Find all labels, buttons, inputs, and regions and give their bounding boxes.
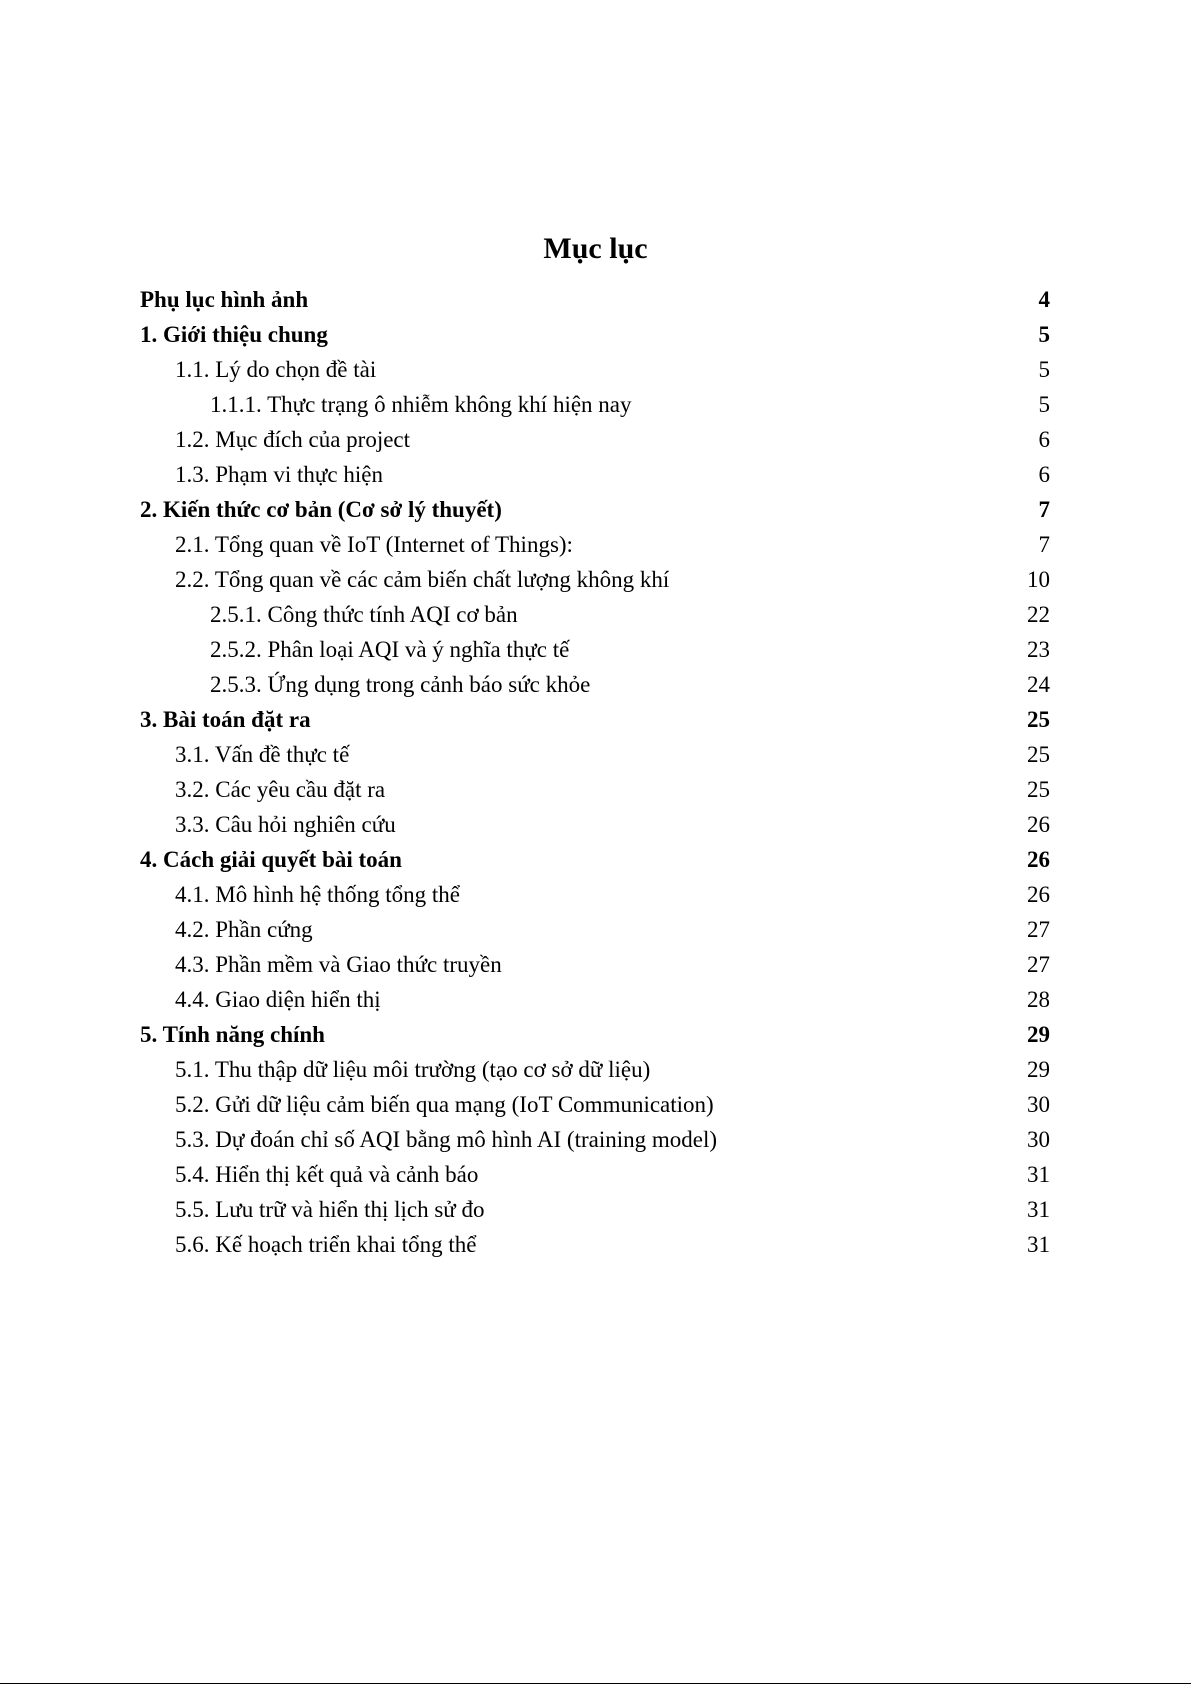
toc-entry-page-number: 31 <box>1027 1232 1050 1257</box>
toc-entry-label: 3.2. Các yêu cầu đặt ra <box>175 777 386 802</box>
toc-entry[interactable] <box>140 702 1050 737</box>
toc-entry-label: 5.2. Gửi dữ liệu cảm biến qua mạng (IoT Communication) <box>175 1092 714 1117</box>
toc-entry-label: 2.5.2. Phân loại AQI và ý nghĩa thực tế <box>210 637 570 662</box>
toc-entry-page-number: 28 <box>1027 987 1050 1012</box>
toc-entry-page-number: 26 <box>1027 882 1050 907</box>
toc-entry-page-number: 29 <box>1027 1057 1050 1082</box>
toc-entry-page-number: 6 <box>1038 427 1050 452</box>
page-title: Mục lục <box>543 232 648 265</box>
table-of-contents <box>140 282 1050 1262</box>
toc-entry-page-number: 4 <box>1038 287 1050 312</box>
toc-entry-label: 1.2. Mục đích của project <box>175 427 411 452</box>
toc-entry[interactable] <box>140 1122 1050 1157</box>
toc-entry-page-number: 25 <box>1027 742 1050 767</box>
toc-entry[interactable] <box>140 1192 1050 1227</box>
toc-entry-label: 5.1. Thu thập dữ liệu môi trường (tạo cơ sở dữ liệu) <box>175 1057 651 1082</box>
toc-entry[interactable] <box>140 422 1050 457</box>
toc-entry-label: 2.1. Tổng quan về IoT (Internet of Things): <box>175 532 573 557</box>
toc-entry-page-number: 22 <box>1027 602 1050 627</box>
toc-entry-page-number: 7 <box>1038 532 1050 557</box>
toc-entry-label: 4.2. Phần cứng <box>175 917 313 942</box>
toc-entry[interactable] <box>140 492 1050 527</box>
toc-entry[interactable] <box>140 1017 1050 1052</box>
toc-entry-page-number: 6 <box>1038 462 1050 487</box>
toc-entry[interactable] <box>140 387 1050 422</box>
toc-entry-page-number: 31 <box>1027 1197 1050 1222</box>
toc-entry[interactable] <box>140 352 1050 387</box>
toc-entry[interactable] <box>140 597 1050 632</box>
toc-entry-page-number: 5 <box>1038 392 1050 417</box>
toc-entry[interactable] <box>140 317 1050 352</box>
toc-entry-label: 4.4. Giao diện hiển thị <box>175 987 381 1012</box>
toc-entry-page-number: 31 <box>1027 1162 1050 1187</box>
toc-entry[interactable] <box>140 982 1050 1017</box>
toc-entry[interactable] <box>140 737 1050 772</box>
toc-entry-page-number: 30 <box>1027 1127 1050 1152</box>
toc-entry-page-number: 27 <box>1027 917 1050 942</box>
toc-entry-page-number: 25 <box>1027 707 1050 732</box>
toc-entry[interactable] <box>140 947 1050 982</box>
toc-entry[interactable] <box>140 807 1050 842</box>
toc-entry-label: 5.6. Kế hoạch triển khai tổng thể <box>175 1232 477 1257</box>
toc-entry-page-number: 5 <box>1038 322 1050 347</box>
toc-entry-label: 1.1.1. Thực trạng ô nhiễm không khí hiện nay <box>210 392 632 417</box>
toc-entry-label: 4.1. Mô hình hệ thống tổng thể <box>175 882 460 907</box>
toc-entry-page-number: 23 <box>1027 637 1050 662</box>
toc-entry[interactable] <box>140 457 1050 492</box>
toc-entry-page-number: 27 <box>1027 952 1050 977</box>
toc-entry-page-number: 26 <box>1027 812 1050 837</box>
toc-entry[interactable] <box>140 1157 1050 1192</box>
toc-entry-label: Phụ lục hình ảnh <box>140 287 309 312</box>
toc-entry-label: 5.5. Lưu trữ và hiển thị lịch sử đo <box>175 1197 485 1222</box>
toc-entry-label: 5. Tính năng chính <box>140 1022 325 1047</box>
toc-entry-label: 1.1. Lý do chọn đề tài <box>175 357 377 382</box>
toc-entry-label: 2. Kiến thức cơ bản (Cơ sở lý thuyết) <box>140 497 502 522</box>
toc-entry[interactable] <box>140 282 1050 317</box>
toc-entry[interactable] <box>140 912 1050 947</box>
toc-entry[interactable] <box>140 562 1050 597</box>
toc-entry-page-number: 7 <box>1038 497 1050 522</box>
toc-entry[interactable] <box>140 842 1050 877</box>
toc-entry-label: 3.1. Vấn đề thực tế <box>175 742 350 767</box>
footer-divider <box>0 1683 1191 1684</box>
toc-entry-label: 3. Bài toán đặt ra <box>140 707 311 732</box>
toc-entry[interactable] <box>140 1227 1050 1262</box>
toc-entry-page-number: 24 <box>1027 672 1050 697</box>
toc-entry[interactable] <box>140 1087 1050 1122</box>
toc-entry-page-number: 29 <box>1027 1022 1050 1047</box>
toc-entry-label: 4. Cách giải quyết bài toán <box>140 847 402 872</box>
toc-entry-label: 3.3. Câu hỏi nghiên cứu <box>175 812 396 837</box>
toc-entry-page-number: 26 <box>1027 847 1050 872</box>
toc-entry-label: 1. Giới thiệu chung <box>140 322 328 347</box>
toc-entry-label: 2.5.1. Công thức tính AQI cơ bản <box>210 602 518 627</box>
toc-entry-label: 4.3. Phần mềm và Giao thức truyền <box>175 952 502 977</box>
toc-entry[interactable] <box>140 877 1050 912</box>
toc-entry-label: 5.3. Dự đoán chỉ số AQI bằng mô hình AI (training model) <box>175 1127 718 1152</box>
toc-entry[interactable] <box>140 667 1050 702</box>
toc-entry-label: 1.3. Phạm vi thực hiện <box>175 462 383 487</box>
toc-entry[interactable] <box>140 772 1050 807</box>
toc-entry-page-number: 10 <box>1027 567 1050 592</box>
toc-entry-page-number: 30 <box>1027 1092 1050 1117</box>
toc-entry[interactable] <box>140 527 1050 562</box>
toc-entry-label: 5.4. Hiển thị kết quả và cảnh báo <box>175 1162 479 1187</box>
toc-entry-page-number: 25 <box>1027 777 1050 802</box>
toc-entry-page-number: 5 <box>1038 357 1050 382</box>
toc-entry[interactable] <box>140 632 1050 667</box>
toc-entry-label: 2.5.3. Ứng dụng trong cảnh báo sức khỏe <box>210 672 591 697</box>
toc-entry-label: 2.2. Tổng quan về các cảm biến chất lượng không khí <box>175 567 670 592</box>
toc-entry[interactable] <box>140 1052 1050 1087</box>
